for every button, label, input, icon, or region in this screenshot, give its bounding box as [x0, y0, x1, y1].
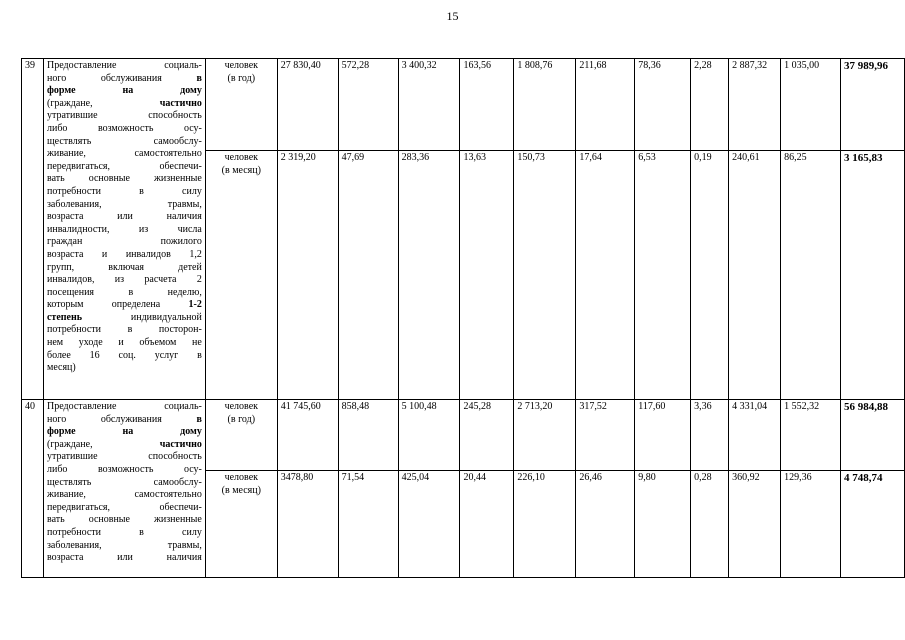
description-line: возраста или наличия [46, 211, 202, 223]
unit-line: человек [224, 472, 258, 483]
description-line: Предоставление социаль- [46, 60, 202, 71]
value-cell: 2 319,20 [277, 151, 338, 400]
description-line: либо возможность осу- [46, 463, 202, 475]
value-cell: 4 331,04 [729, 400, 781, 471]
value-cell: 2 887,32 [729, 59, 781, 151]
description-line: граждан пожилого [46, 236, 202, 248]
value-cell: 117,60 [635, 400, 691, 471]
value-cell: 1 552,32 [781, 400, 841, 471]
total-cell: 4 748,74 [840, 471, 904, 578]
description-line: заболевания, травмы, [46, 539, 202, 551]
unit-cell [205, 151, 277, 400]
service-description [43, 59, 205, 400]
value-cell: 17,64 [576, 151, 635, 400]
description-line: ного обслуживания в [46, 413, 202, 425]
description-line: возраста и инвалидов 1,2 [46, 248, 202, 260]
unit-line: человек [224, 401, 258, 412]
unit-cell [205, 471, 277, 578]
table-row [22, 400, 905, 471]
total-cell: 56 984,88 [840, 400, 904, 471]
description-line: посещения в неделю, [46, 286, 202, 298]
description-line: форме на дому [46, 426, 202, 438]
unit-line: человек [224, 152, 258, 163]
description-line: (граждане, частично [46, 97, 202, 109]
value-cell: 0,28 [691, 471, 729, 578]
description-line: инвалидов, из расчета 2 [46, 274, 202, 286]
description-line: утратившие способность [46, 110, 202, 122]
value-cell: 240,61 [729, 151, 781, 400]
description-line: групп, включая детей [46, 261, 202, 273]
description-line: заболевания, травмы, [46, 198, 202, 210]
description-line: передвигаться, обеспечи- [46, 160, 202, 172]
description-line: инвалидности, из числа [46, 223, 202, 235]
value-cell: 2 713,20 [514, 400, 576, 471]
description-line: передвигаться, обеспечи- [46, 501, 202, 513]
value-cell: 27 830,40 [277, 59, 338, 151]
value-cell: 858,48 [338, 400, 398, 471]
value-cell: 3 400,32 [398, 59, 460, 151]
description-line: которым определена 1-2 [46, 299, 202, 311]
value-cell: 2,28 [691, 59, 729, 151]
value-cell: 1 808,76 [514, 59, 576, 151]
value-cell: 13,63 [460, 151, 514, 400]
value-cell: 211,68 [576, 59, 635, 151]
description-line: Предоставление социаль- [46, 401, 202, 412]
total-cell: 37 989,96 [840, 59, 904, 151]
value-cell: 6,53 [635, 151, 691, 400]
description-line: живание, самостоятельно [46, 489, 202, 501]
description-line: вать основные жизненные [46, 173, 202, 185]
value-cell: 163,56 [460, 59, 514, 151]
value-cell: 1 035,00 [781, 59, 841, 151]
description-line: потребности в силу [46, 185, 202, 197]
value-cell: 41 745,60 [277, 400, 338, 471]
unit-line: (в год) [227, 413, 256, 425]
description-line: форме на дому [46, 85, 202, 97]
value-cell: 317,52 [576, 400, 635, 471]
row-number: 40 [22, 400, 44, 578]
value-cell: 26,46 [576, 471, 635, 578]
value-cell: 3,36 [691, 400, 729, 471]
description-line: ществлять самообслу- [46, 476, 202, 488]
value-cell: 572,28 [338, 59, 398, 151]
value-cell: 129,36 [781, 471, 841, 578]
total-cell: 3 165,83 [840, 151, 904, 400]
value-cell: 245,28 [460, 400, 514, 471]
description-line: ного обслуживания в [46, 72, 202, 84]
description-line: более 16 соц. услуг в [46, 349, 202, 361]
value-cell: 5 100,48 [398, 400, 460, 471]
description-line: месяц) [46, 362, 76, 374]
description-line: потребности в посторон- [46, 324, 202, 336]
description-line: возраста или наличия [46, 552, 202, 564]
unit-line: (в месяц) [221, 484, 261, 496]
value-cell: 150,73 [514, 151, 576, 400]
description-line: степень индивидуальной [46, 311, 202, 323]
value-cell: 71,54 [338, 471, 398, 578]
unit-line: (в месяц) [221, 164, 261, 176]
description-line: потребности в силу [46, 526, 202, 538]
description-line: утратившие способность [46, 451, 202, 463]
unit-cell [205, 400, 277, 471]
description-line: либо возможность осу- [46, 122, 202, 134]
table-row [22, 59, 905, 151]
description-line: вать основные жизненные [46, 514, 202, 526]
description-line: (граждане, частично [46, 438, 202, 450]
value-cell: 226,10 [514, 471, 576, 578]
value-cell: 86,25 [781, 151, 841, 400]
value-cell: 425,04 [398, 471, 460, 578]
row-number: 39 [22, 59, 44, 400]
value-cell: 47,69 [338, 151, 398, 400]
value-cell: 283,36 [398, 151, 460, 400]
service-description [43, 400, 205, 578]
description-line: живание, самостоятельно [46, 148, 202, 160]
description-line: нем уходе и объемом не [46, 337, 202, 349]
value-cell: 78,36 [635, 59, 691, 151]
tariff-table [21, 58, 905, 578]
value-cell: 9,80 [635, 471, 691, 578]
value-cell: 20,44 [460, 471, 514, 578]
value-cell: 0,19 [691, 151, 729, 400]
unit-line: человек [224, 60, 258, 71]
page-number: 15 [446, 9, 459, 23]
unit-line: (в год) [227, 72, 256, 84]
value-cell: 3478,80 [277, 471, 338, 578]
description-line: ществлять самообслу- [46, 135, 202, 147]
value-cell: 360,92 [729, 471, 781, 578]
unit-cell [205, 59, 277, 151]
